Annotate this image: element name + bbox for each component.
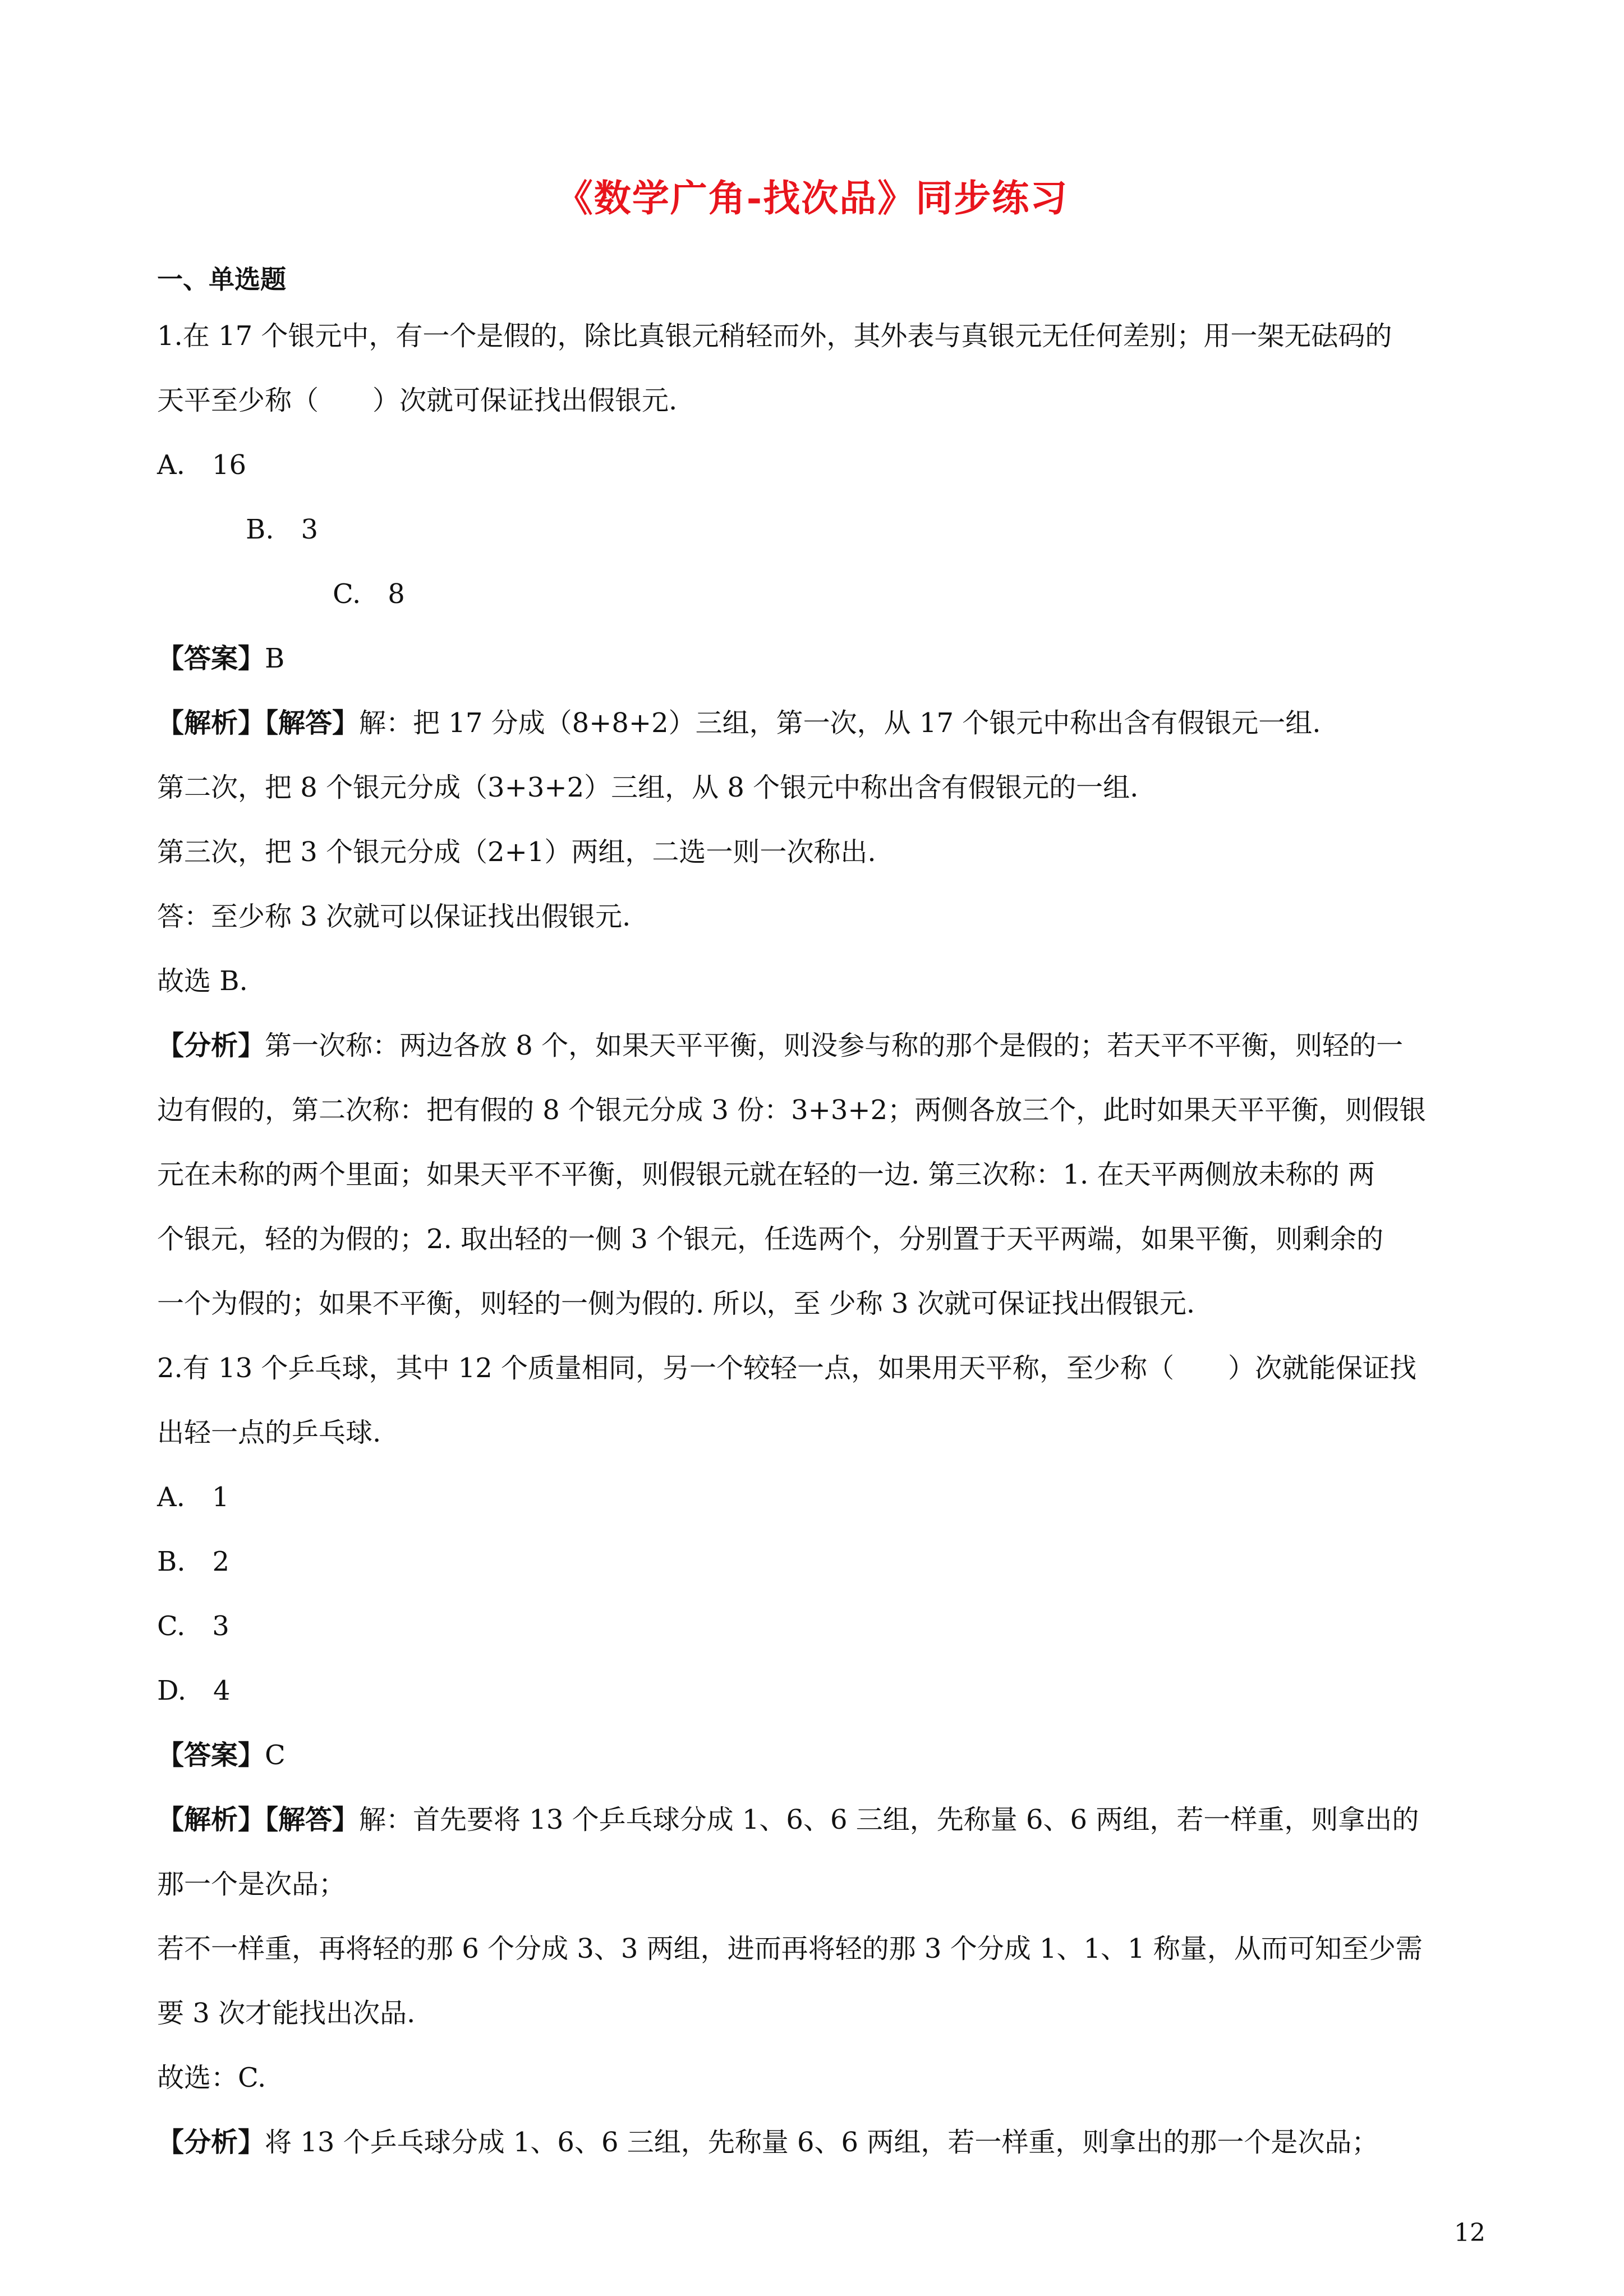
q1-analysis-line-5: 故选 B. xyxy=(157,965,248,997)
section-heading: 一、单选题 xyxy=(157,264,286,295)
q2-analysis-line-5: 故选：C. xyxy=(157,2062,266,2093)
q2-analysis-line-3: 若不一样重，再将轻的那 6 个分成 3、3 两组，进而再将轻的那 3 个分成 1、1、1 称量，从而可知至少需 xyxy=(157,1933,1423,1964)
q1-fenxi-line-1 xyxy=(157,1032,1403,1059)
fenxi-text: 将 13 个乒乓球分成 1、6、6 三组，先称量 6、6 两组，若一样重，则拿出的那一个是次品； xyxy=(265,2127,1379,2158)
q2-option-a: A. 1 xyxy=(157,1481,229,1513)
q2-option-b: B. 2 xyxy=(157,1546,230,1577)
answer-value: B xyxy=(265,643,285,674)
q2-analysis-line-2: 那一个是次品； xyxy=(157,1869,346,1900)
q2-stem-line-2: 出轻一点的乒乓球. xyxy=(157,1417,381,1448)
q1-stem-line-1: 1.在 17 个银元中，有一个是假的，除比真银元稍轻而外，其外表与真银元无任何差别；用一架无砝码的 xyxy=(157,320,1392,352)
q1-option-a: A. 16 xyxy=(157,449,247,481)
q1-stem-line-2: 天平至少称（ ）次就可保证找出假银元. xyxy=(157,385,678,416)
q1-fenxi-line-3: 元在未称的两个里面；如果天平不平衡，则假银元就在轻的一边. 第三次称：1. 在天平两侧放未称的 两 xyxy=(157,1159,1375,1190)
fenxi-tag: 【分析】 xyxy=(157,2127,265,2158)
answer-value: C xyxy=(265,1740,286,1771)
q1-option-b: B. 3 xyxy=(246,514,319,545)
q1-fenxi-line-4: 个银元，轻的为假的；2. 取出轻的一侧 3 个银元，任选两个，分别置于天平两端，如果平衡，则剩余的 xyxy=(157,1223,1384,1255)
q2-analysis-line-1 xyxy=(157,1806,1419,1833)
q1-analysis-line-4: 答：至少称 3 次就可以保证找出假银元. xyxy=(157,901,631,932)
q1-analysis-line-3: 第三次，把 3 个银元分成（2+1）两组，二选一则一次称出. xyxy=(157,836,876,868)
q1-fenxi-line-5: 一个为假的；如果不平衡，则轻的一侧为假的. 所以，至 少称 3 次就可保证找出假银元. xyxy=(157,1288,1195,1319)
q2-answer xyxy=(157,1742,286,1769)
answer-tag: 【答案】 xyxy=(157,643,265,674)
fenxi-tag: 【分析】 xyxy=(157,1030,265,1061)
q1-analysis-line-1 xyxy=(157,707,1321,739)
analysis-tag: 【解析】【解答】 xyxy=(157,1804,360,1835)
q2-option-c: C. 3 xyxy=(157,1611,229,1642)
analysis-text: 解：首先要将 13 个乒乓球分成 1、6、6 三组，先称量 6、6 两组，若一样重，则拿出的 xyxy=(359,1804,1419,1835)
q2-stem-line-1: 2.有 13 个乒乓球，其中 12 个质量相同，另一个较轻一点，如果用天平称，至少称（ ）次就能保证找 xyxy=(157,1352,1416,1384)
analysis-tag: 【解析】【解答】 xyxy=(157,707,360,739)
page-number: 12 xyxy=(1454,2219,1485,2247)
fenxi-text: 第一次称：两边各放 8 个，如果天平平衡，则没参与称的那个是假的；若天平不平衡，则轻的一 xyxy=(265,1030,1404,1061)
analysis-text: 解：把 17 分成（8+8+2）三组，第一次，从 17 个银元中称出含有假银元一组. xyxy=(359,707,1321,739)
q1-fenxi-line-2: 边有假的，第二次称：把有假的 8 个银元分成 3 份：3+3+2；两侧各放三个，此时如果天平平衡，则假银 xyxy=(157,1094,1427,1126)
q1-option-c: C. 8 xyxy=(333,578,405,610)
answer-tag: 【答案】 xyxy=(157,1740,265,1771)
q2-fenxi-line-1 xyxy=(157,2129,1378,2156)
q1-analysis-line-2: 第二次，把 8 个银元分成（3+3+2）三组，从 8 个银元中称出含有假银元的一组. xyxy=(157,772,1139,803)
q2-analysis-line-4: 要 3 次才能找出次品. xyxy=(157,1998,416,2029)
q1-answer xyxy=(157,645,284,672)
page-title: 《数学广角-找次品》同步练习 xyxy=(555,176,1069,220)
q2-option-d: D. 4 xyxy=(157,1675,231,1706)
